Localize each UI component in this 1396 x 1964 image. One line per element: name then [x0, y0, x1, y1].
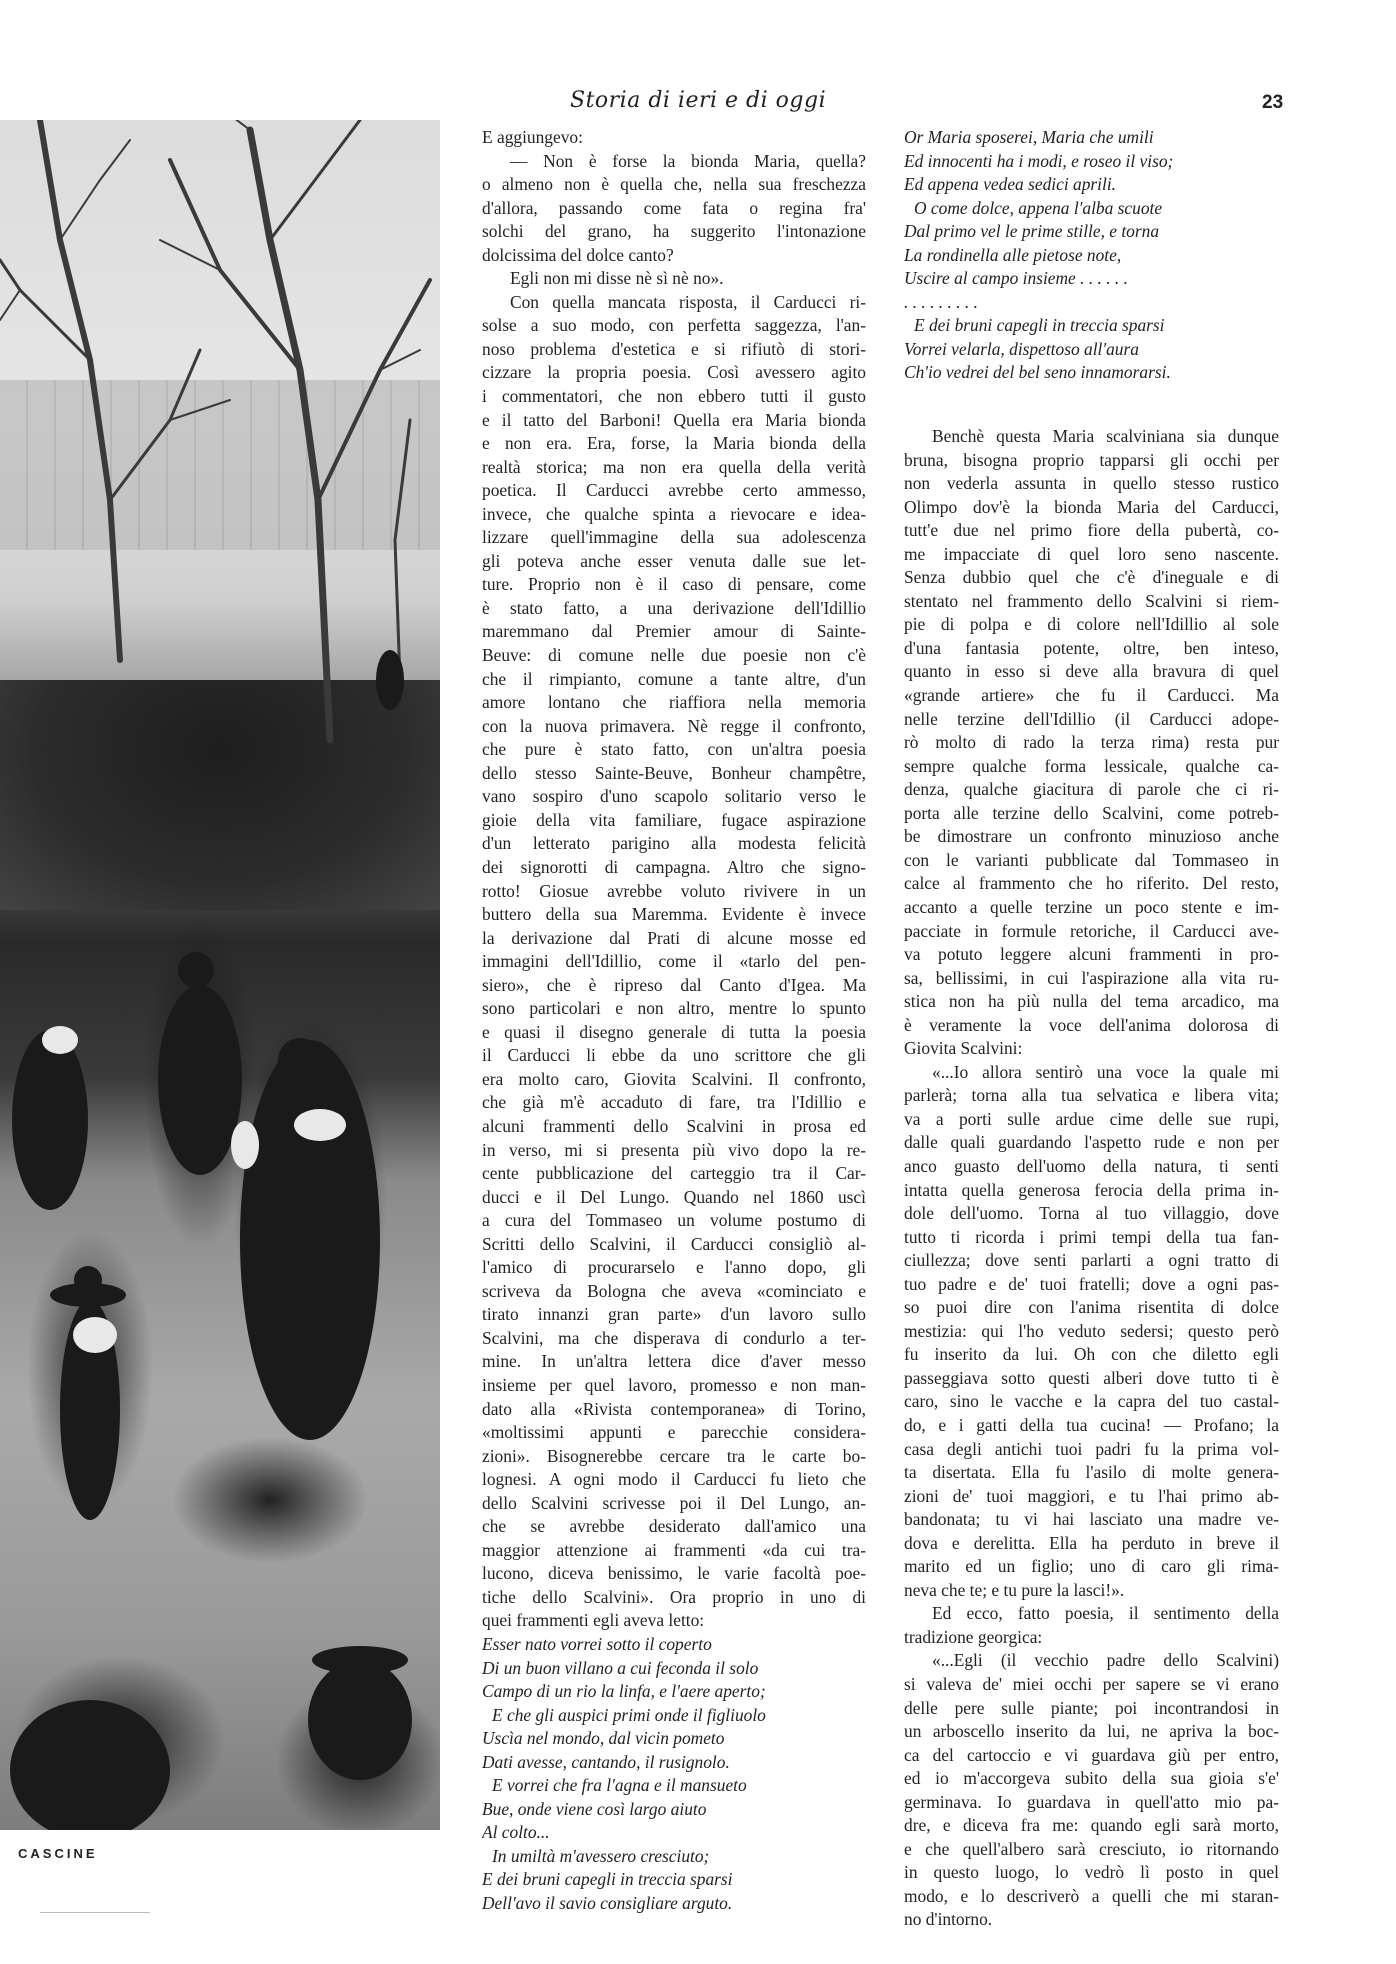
text-line: pie di polpa e di colore nell'Idillio al sole [904, 614, 1279, 635]
text-line: ta disertata. Ella fu l'asilo di molte genera- [904, 1462, 1279, 1483]
text-line: sono particolari e non altro, mentre lo spunto [482, 998, 866, 1019]
text-line: d'un letterato parigino alla modesta felicità [482, 833, 866, 854]
text-line: lucono, diceva benissimo, le varie facoltà poe- [482, 1563, 866, 1584]
text-line: è stato fatto, a una derivazione dell'Idillio [482, 597, 866, 618]
text-line: denza, qualche giacitura di parole che ci ri- [904, 779, 1279, 800]
text-line: un arboscello inserito da lui, ne apriva la boc- [904, 1721, 1279, 1742]
text-line: Or Maria sposerei, Maria che umili [904, 127, 1154, 147]
text-line: maremmano dal Premier amour di Sainte- [482, 621, 866, 642]
photo-tree-branches [0, 120, 440, 1830]
text-line: ture. Proprio non è il caso di pensare, come [482, 574, 866, 595]
text-line: siero», che è ripreso dal Canto d'Igea. Ma [482, 974, 866, 995]
text-line: «grande artiere» che fu il Carducci. Ma [904, 685, 1279, 706]
text-line: me impacciate di quel loro seno nascente. [904, 543, 1279, 564]
text-line: delle pere sulle piante; poi incontrandosi in [904, 1697, 1279, 1718]
text-line: La rondinella alle pietose note, [904, 244, 1122, 265]
running-header-title: Storia di ieri e di oggi [570, 88, 827, 113]
text-line: Benchè questa Maria scalviniana sia dunque [932, 426, 1279, 447]
text-line: Esser nato vorrei sotto il coperto [482, 1634, 712, 1654]
text-line: Dati avesse, cantando, il rusignolo. [482, 1751, 730, 1772]
text-line: Olimpo dov'è la bionda Maria del Carducci, [904, 496, 1279, 517]
text-line: gli poteva anche esser venuta dalle sue let- [482, 550, 866, 571]
text-line: mestizia: qui l'ho veduto sedersi; questo però [904, 1320, 1279, 1341]
text-line: che il rimpianto, comune a tante altre, d'un [482, 668, 866, 689]
text-line: Dell'avo il savio consigliare arguto. [482, 1893, 733, 1914]
text-line: fu inserito da lui. Oh con che diletto egli [904, 1344, 1279, 1365]
photo-caption: CASCINE [18, 1846, 98, 1861]
text-line: O come dolce, appena l'alba scuote [914, 197, 1163, 218]
text-line: e il tatto del Barboni! Quella era Maria bionda [482, 409, 866, 430]
text-line: solse a suo modo, con perfetta saggezza, l'an- [482, 315, 866, 336]
text-line: sa, bellissimi, in cui l'aspirazione alla vita ru- [904, 967, 1279, 988]
text-line: rotto! Giosue avrebbe voluto rivivere in un [482, 880, 866, 901]
text-line: passeggiava sotto questi alberi dove tutto ti è [904, 1367, 1279, 1388]
text-line: E dei bruni capegli in treccia sparsi [914, 315, 1165, 336]
text-line: pacciate in formule retoriche, il Carducci ave- [904, 920, 1279, 941]
right-prose-block [904, 425, 1279, 1932]
text-line: lizzare quell'immagine della sua adolescenza [482, 527, 866, 548]
text-line: ca del cartoccio e vi guardava giù per entro, [904, 1744, 1279, 1765]
text-line: invece, che qualche spinta a rievocare e idea- [482, 503, 866, 524]
text-line: tutto ti ricorda i primi tempi della tua fan- [904, 1226, 1279, 1247]
text-line: d'una fantasia potente, oltre, ben inteso, [904, 637, 1279, 658]
text-line: In umiltà m'avessero cresciuto; [492, 1845, 710, 1866]
text-line: insieme per quel lavoro, promesso e non man- [482, 1374, 866, 1395]
text-line: e che quell'albero sarà cresciuto, io ritornando [904, 1838, 1279, 1859]
text-line: . . . . . . . . . [904, 291, 978, 312]
text-line: «moltissimi appunti e parecchie considera- [482, 1422, 866, 1443]
bottom-rule [40, 1912, 150, 1913]
text-line: il Carducci li ebbe da uno scrittore che gli [482, 1045, 866, 1066]
text-line: che già m'è accaduto di fare, tra l'Idillio e [482, 1092, 866, 1113]
text-line: dole dell'uomo. Torna al tuo villaggio, dove [904, 1203, 1279, 1224]
text-line: Senza dubbio quel che c'è d'ineguale e di [904, 567, 1279, 588]
text-line: zioni de' tuoi maggiori, e tu l'hai primo ab- [904, 1485, 1279, 1506]
text-line: Bue, onde viene così largo aiuto [482, 1798, 707, 1819]
text-line: be dimostrare un confronto minuzioso anche [904, 826, 1279, 847]
text-line: va a porti sulle ardue cime delle sue rupi, [904, 1108, 1279, 1129]
text-line: — Non è forse la bionda Maria, quella? [510, 150, 866, 171]
text-line: vano sospiro d'uno scapolo solitario verso le [482, 786, 866, 807]
text-line: bruna, bisogna proprio tapparsi gli occhi per [904, 449, 1279, 470]
text-line: scriveva da Bologna che aveva «cominciato e [482, 1280, 866, 1301]
text-line: anco guasto dell'uomo della natura, ti senti [904, 1155, 1279, 1176]
text-line: poetica. Il Carducci avrebbe certo ammesso, [482, 480, 866, 501]
text-line: è veramente la voce dell'anima dolorosa di [904, 1014, 1279, 1035]
text-line: Con quella mancata risposta, il Carducci ri- [510, 291, 866, 312]
text-line: nelle terzine dell'Idillio (il Carducci adope- [904, 708, 1279, 729]
text-line: alcuni frammenti dello Scalvini in prosa ed [482, 1115, 866, 1136]
cascine-photograph [0, 120, 440, 1830]
text-line: Vorrei velarla, dispettoso all'aura [904, 338, 1139, 359]
text-line: quei frammenti egli aveva letto: [482, 1610, 705, 1631]
text-line: e non era. Era, forse, la Maria bionda della [482, 433, 866, 454]
text-line: ciullezza; dove senti parlarti a ogni tratto di [904, 1250, 1279, 1271]
text-line: dre, e diceva fra me: quando egli sarà morto, [904, 1815, 1279, 1836]
text-line: tuo padre e de' tuoi fratelli; dove a ogni pas- [904, 1273, 1279, 1294]
text-line: Beuve: di comune nelle due poesie non c'è [482, 645, 866, 666]
text-line: parlerà; torna alla tua selvatica e libera vita; [904, 1085, 1279, 1106]
text-line: lognesi. A ogni modo il Carducci fu lieto che [482, 1469, 866, 1490]
text-line: neva che te; e tu pure la lasci!». [904, 1579, 1125, 1600]
text-line: modo, e lo descriverò a quelli che mi staran- [904, 1885, 1279, 1906]
text-line: Uscìa nel mondo, dal vicin pometo [482, 1728, 725, 1749]
text-line: bandonata; tu vi hai lasciato una madre ve- [904, 1509, 1279, 1530]
text-line: noso problema d'estetica e si rifiutò di stori- [482, 338, 866, 359]
text-line: in questo luogo, lo vedrò lì posto in quel [904, 1862, 1279, 1883]
text-line: porta alle terzine dello Scalvini, come potreb- [904, 802, 1279, 823]
text-line: E che gli auspici primi onde il figliuolo [492, 1704, 766, 1725]
text-line: Ch'io vedrei del bel seno innamorarsi. [904, 362, 1171, 383]
text-line: dello stesso Sainte-Beuve, Bonheur champêtre, [482, 762, 866, 783]
text-line: l'amico di procurarselo e l'anno dopo, gli [482, 1257, 866, 1278]
text-line: quanto in esso si deve alla bravura di quel [904, 661, 1279, 682]
text-line: germinava. Io guardava in quell'atto mio pa- [904, 1791, 1279, 1812]
text-line: che se avrebbe desiderato dall'amico una [482, 1516, 866, 1537]
text-line: con la nuova primavera. Nè regge il confronto, [482, 715, 866, 736]
text-line: Scalvini, ma che disperava di condurlo a ter- [482, 1327, 866, 1348]
text-line: la derivazione dal Prati di alcune mosse ed [482, 927, 866, 948]
text-line: dei signorotti di campagna. Altro che signo- [482, 856, 866, 877]
text-line: Dal primo vel le prime stille, e torna [904, 221, 1160, 242]
text-line: dato alla «Rivista contemporanea» di Torino, [482, 1398, 866, 1419]
text-line: tirato innanzi gran parte» d'un lavoro sullo [482, 1304, 866, 1325]
text-line: sempre qualche forma lessicale, qualche ca- [904, 755, 1279, 776]
text-line: immagini dell'Idillio, come il «tarlo del pen- [482, 951, 866, 972]
right-verse-block [904, 126, 1279, 385]
page-number: 23 [1262, 92, 1284, 113]
text-line: i commentatori, che non ebbero tutti il gusto [482, 386, 866, 407]
text-line: Egli non mi disse nè sì nè no». [510, 268, 724, 289]
text-line: Ed innocenti ha i modi, e roseo il viso; [904, 150, 1174, 171]
text-line: a cura del Tommaseo un volume postumo di [482, 1210, 866, 1231]
text-line: caro, sino le vacche e la capra del tuo castal- [904, 1391, 1279, 1412]
text-line: dova e derelitta. Ella ha perduto in breve il [904, 1532, 1279, 1553]
text-line: maggior attenzione ai frammenti «da cui tra- [482, 1539, 866, 1560]
text-line: casa degli antichi tuoi padri fu la prima vol- [904, 1438, 1279, 1459]
text-line: Scritti dello Scalvini, il Carducci consigliò al- [482, 1233, 866, 1254]
text-line: buttero della sua Maremma. Evidente è invece [482, 904, 866, 925]
text-line: rò molto di rado la terza rima) resta pur [904, 732, 1279, 753]
text-line: «...Io allora sentirò una voce la quale mi [932, 1061, 1279, 1082]
text-line: realtà storica; ma non era quella della verità [482, 456, 866, 477]
stanza-gap [904, 385, 1279, 425]
text-line: con le varianti pubblicate dal Tommaseo in [904, 849, 1279, 870]
text-line: mine. In un'altra lettera dice d'aver messo [482, 1351, 866, 1372]
text-line: va potuto leggere alcuni frammenti in pro- [904, 944, 1279, 965]
text-line: che pure è stato fatto, con un'altra poesia [482, 739, 866, 760]
text-line: zioni». Bisognerebbe cercare tra le carte bo- [482, 1445, 866, 1466]
text-line: Ed ecco, fatto poesia, il sentimento della [932, 1603, 1279, 1624]
text-line: Uscire al campo insieme . . . . . . [904, 268, 1128, 289]
text-line: marito ed un figlio; uno di caro gli rima- [904, 1556, 1279, 1577]
text-line: si valeva de' miei occhi per sapere se vi erano [904, 1674, 1279, 1694]
text-line: ducci e il Del Lungo. Quando nel 1860 uscì [482, 1186, 866, 1207]
text-line: dello Scalvini scrivesse poi il Del Lungo, an- [482, 1492, 866, 1513]
text-line: o almeno non è quella che, nella sua freschezza [482, 174, 866, 195]
text-line: amore lontano che riaffiora nella memoria [482, 692, 866, 713]
text-line: era molto caro, Giovita Scalvini. Il confronto, [482, 1068, 866, 1089]
right-text-column [904, 126, 1279, 1932]
text-line: gioie della vita familiare, fugace aspirazione [482, 809, 866, 830]
text-line: dalle quali guardando l'aspetto rude e non per [904, 1132, 1279, 1153]
text-line: Ed appena vedea sedici aprili. [904, 174, 1117, 195]
text-line: e quasi il disegno generale di tutta la poesia [482, 1021, 866, 1042]
text-line: «...Egli (il vecchio padre dello Scalvini) [932, 1650, 1279, 1671]
text-line: stica non ha più nulla del tema arcadico, ma [904, 991, 1279, 1012]
text-line: do, e i gatti della tua cucina! — Profano; la [904, 1414, 1279, 1435]
text-line: cente pubblicazione del carteggio tra il Car- [482, 1163, 866, 1184]
text-line: non vederla assunta in quello stesso rustico [904, 473, 1279, 494]
text-line: E aggiungevo: [482, 127, 583, 147]
left-text-column [482, 126, 866, 1916]
text-line: so puoi dire con l'anima risentita di dolce [904, 1297, 1279, 1318]
text-line: solchi del grano, ha suggerito l'intonazione [482, 221, 866, 242]
text-line: accanto a quelle terzine un poco stente e im- [904, 896, 1279, 917]
text-line: tutt'e due nel primo fiore della pubertà, co- [904, 520, 1279, 541]
text-line: tradizione georgica: [904, 1626, 1043, 1647]
text-line: dolcissima del dolce canto? [482, 244, 674, 265]
text-line: Giovita Scalvini: [904, 1038, 1023, 1059]
text-line: stentato nel frammento dello Scalvini si riem- [904, 590, 1279, 611]
text-line: d'allora, passando come fata o regina fra' [482, 197, 866, 218]
text-line: E dei bruni capegli in treccia sparsi [482, 1869, 733, 1890]
text-line: intatta quella generosa ferocia della prima in- [904, 1179, 1279, 1200]
text-line: no d'intorno. [904, 1909, 993, 1930]
text-line: cizzare la propria poesia. Così avessero agito [482, 362, 866, 383]
text-line: Al colto... [482, 1822, 550, 1843]
text-line: tiche dello Scalvini». Ora proprio in uno di [482, 1586, 866, 1607]
text-line: Di un buon villano a cui feconda il solo [482, 1657, 759, 1678]
text-line: E vorrei che fra l'agna e il mansueto [492, 1775, 747, 1796]
text-line: in verso, mi si presenta più vivo dopo la re- [482, 1139, 866, 1160]
text-line: Campo di un rio la linfa, e l'aere aperto; [482, 1681, 766, 1702]
text-line: ed io m'accorgeva subito della sua gioia s'e' [904, 1768, 1279, 1789]
text-line: calce al frammento che ho riferito. Del resto, [904, 873, 1279, 894]
